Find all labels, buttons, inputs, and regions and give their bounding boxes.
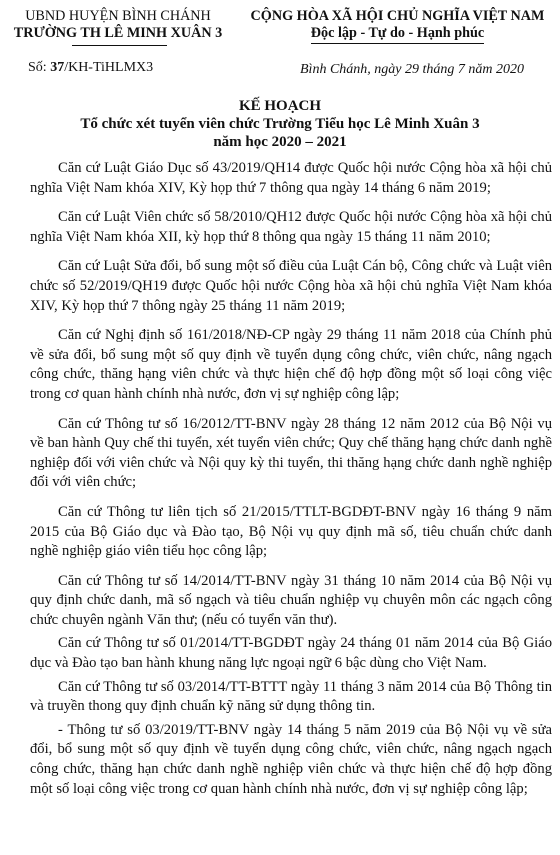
paragraph: Căn cứ Nghị định số 161/2018/NĐ-CP ngày 29 tháng 11 năm 2018 của Chính phủ về sửa đổi, bổ sung một số quy định về tuyển dụng công chức, viên chức, nâng ngạch công chức, thăng hạng viên chức và thực hiện chế độ hợp đồng một số loại công việc trong cơ quan hành chính nhà nước, đơn vị sự nghiệp công lập; xyxy=(30,327,552,402)
issuing-organization xyxy=(8,8,228,42)
document-number-suffix: /KH-TiHLMX3 xyxy=(64,60,154,75)
document-body xyxy=(30,159,552,809)
title-line-2: Tổ chức xét tuyển viên chức Trường Tiểu học Lê Minh Xuân 3 xyxy=(80,116,480,132)
paragraph: Căn cứ Thông tư số 03/2014/TT-BTTT ngày 11 tháng 3 năm 2014 của Bộ Thông tin và truyền thong quy định chuẩn kỹ năng sử dụng thông tin. xyxy=(30,678,552,715)
place-and-date: Bình Chánh, ngày 29 tháng 7 năm 2020 xyxy=(300,62,524,77)
paragraph: Căn cứ Thông tư số 14/2014/TT-BNV ngày 31 tháng 10 năm 2014 của Bộ Nội vụ quy định chức danh, mã số ngạch và tiêu chuẩn nghiệp vụ chuyên môn các ngạch công chức chuyên ngành Văn thư; (nếu có tuyển văn thư). xyxy=(30,572,552,628)
paragraph: Căn cứ Thông tư số 16/2012/TT-BNV ngày 28 tháng 12 năm 2012 của Bộ Nội vụ về ban hành Quy chế thi tuyển, xét tuyển viên chức; Quy chế thăng hạng chức danh nghề nghiệp đối với viên chức và Nội quy kỳ thi tuyển, thi thăng hạng chức danh nghề nghiệp đối với viên chức; xyxy=(30,415,552,491)
paragraph: Căn cứ Thông tư liên tịch số 21/2015/TTLT-BGDĐT-BNV ngày 16 tháng 9 năm 2015 của Bộ Giáo dục và Đào tạo, Bộ Nội vụ quy định mã số, tiêu chuẩn chức danh nghề nghiệp giáo viên tiểu học công lập; xyxy=(30,503,552,560)
document-number xyxy=(28,60,153,76)
district-committee: UBND HUYỆN BÌNH CHÁNH xyxy=(25,8,211,24)
paragraph: Căn cứ Luật Giáo Dục số 43/2019/QH14 được Quốc hội nước Cộng hòa xã hội chủ nghĩa Việt Nam khóa XIV, Kỳ họp thứ 7 thông qua ngày 14 tháng 6 năm 2019; xyxy=(30,160,552,196)
document-title xyxy=(0,97,560,151)
title-line-1: KẾ HOẠCH xyxy=(238,98,322,114)
title-line-3: năm học 2020 – 2021 xyxy=(213,134,347,150)
paragraph: - Thông tư số 03/2019/TT-BNV ngày 14 tháng 5 năm 2019 của Bộ Nội vụ về sửa đổi, bổ sung một số quy định về tuyển dụng công chức, viên chức, nâng ngạch ngạch công chức, thăng hạn chức danh nghề nghiệp viên chức và thực hiện chế độ hợp đồng một số loại công việc trong cơ quan hành chính nhà nước, đơn vị sự nghiệp công lập; xyxy=(30,721,552,797)
document-number-value: 37 xyxy=(50,60,65,75)
paragraph: Căn cứ Luật Viên chức số 58/2010/QH12 được Quốc hội nước Cộng hòa xã hội chủ nghĩa Việt Nam khóa XII, kỳ họp thứ 8 thông qua ngày 15 tháng 11 năm 2010; xyxy=(30,209,552,245)
school-name: TRƯỜNG TH LÊ MINH XUÂN 3 xyxy=(13,25,223,41)
motto: Độc lập - Tự do - Hạnh phúc xyxy=(311,25,484,44)
paragraph: Căn cứ Luật Sửa đổi, bổ sung một số điều của Luật Cán bộ, Công chức và Luật viên chức số 52/2019/QH19 được Quốc hội nước Cộng hòa xã hội chủ nghĩa Việt Nam khóa XIV, Kỳ họp thứ 7 thông ngày 25 tháng 11 năm 2019; xyxy=(30,258,552,314)
paragraph: Căn cứ Thông tư số 01/2014/TT-BGDĐT ngày 24 tháng 01 năm 2014 của Bộ Giáo dục và Đào tạo ban hành khung năng lực ngoại ngữ 6 bậc dùng cho Việt Nam. xyxy=(30,635,552,672)
country-name: CỘNG HÒA XÃ HỘI CHỦ NGHĨA VIỆT NAM xyxy=(250,8,545,24)
national-motto xyxy=(240,8,555,44)
header-divider-left xyxy=(72,45,167,46)
document-number-label: Số: xyxy=(28,60,47,75)
